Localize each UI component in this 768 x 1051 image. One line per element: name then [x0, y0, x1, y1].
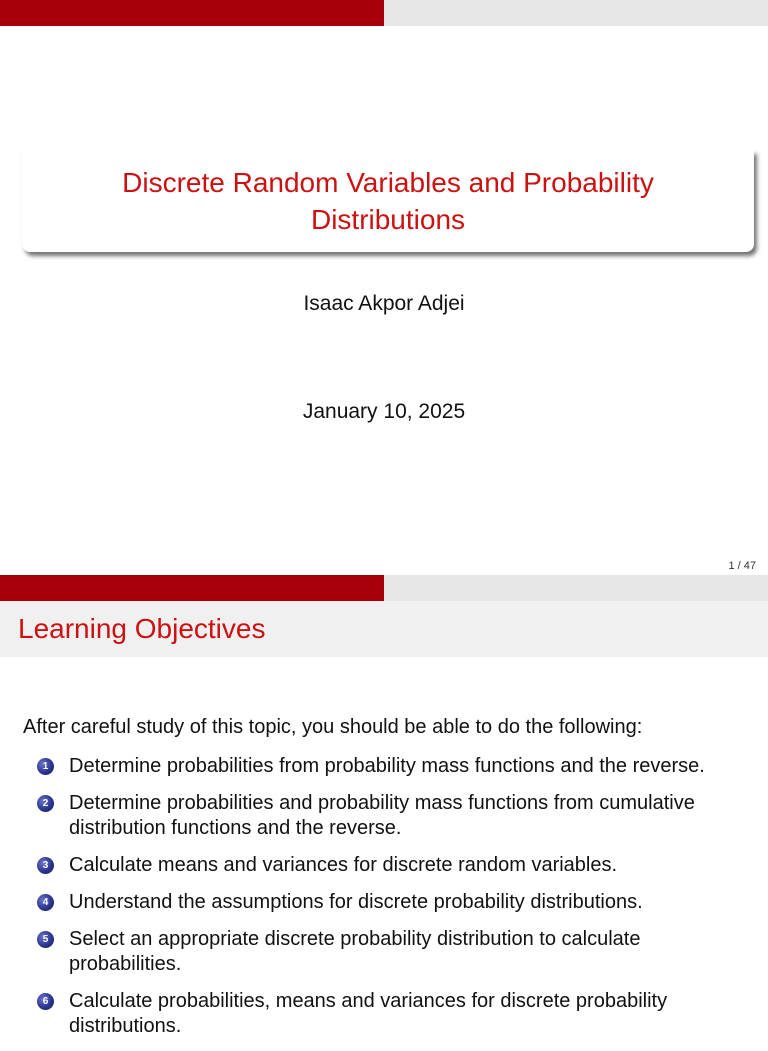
- numbered-bullet-icon: 3: [37, 857, 54, 874]
- objective-text: Calculate probabilities, means and variances for discrete probability distributions.: [69, 990, 668, 1037]
- objective-text: Determine probabilities from probability mass functions and the reverse.: [69, 755, 705, 777]
- objective-text: Determine probabilities and probability mass functions from cumulative distribution functions and the reverse.: [69, 792, 695, 839]
- frame-title: Learning Objectives: [18, 613, 266, 644]
- numbered-bullet-icon: 6: [37, 993, 54, 1010]
- numbered-bullet-icon: 4: [37, 894, 54, 911]
- header-bar-gray: [384, 0, 768, 26]
- objective-text: Understand the assumptions for discrete probability distributions.: [69, 891, 643, 913]
- page-number: 1 / 47: [728, 560, 756, 572]
- list-item: [37, 754, 747, 779]
- list-item: [37, 989, 747, 1039]
- header-bar-gray: [384, 575, 768, 601]
- header-bar-red: [0, 0, 384, 26]
- list-item: [37, 791, 747, 841]
- date: January 10, 2025: [302, 400, 466, 423]
- author: Isaac Akpor Adjei: [303, 292, 465, 315]
- slide1-header-bar: [0, 0, 768, 26]
- slide2-header-bar: [0, 575, 768, 601]
- header-bar-red: [0, 575, 384, 601]
- numbered-bullet-icon: 1: [37, 758, 54, 775]
- objectives-list: [37, 754, 747, 1051]
- objective-text: Select an appropriate discrete probability distribution to calculate probabilities.: [69, 928, 641, 975]
- list-item: [37, 853, 747, 878]
- numbered-bullet-icon: 5: [37, 931, 54, 948]
- list-item: [37, 927, 747, 977]
- numbered-bullet-icon: 2: [37, 795, 54, 812]
- objective-text: Calculate means and variances for discrete random variables.: [69, 854, 618, 876]
- presentation-title: Discrete Random Variables and Probability Distributions: [122, 167, 654, 235]
- list-item: [37, 890, 747, 915]
- title-box: [22, 150, 754, 252]
- intro-text: After careful study of this topic, you should be able to do the following:: [23, 716, 643, 738]
